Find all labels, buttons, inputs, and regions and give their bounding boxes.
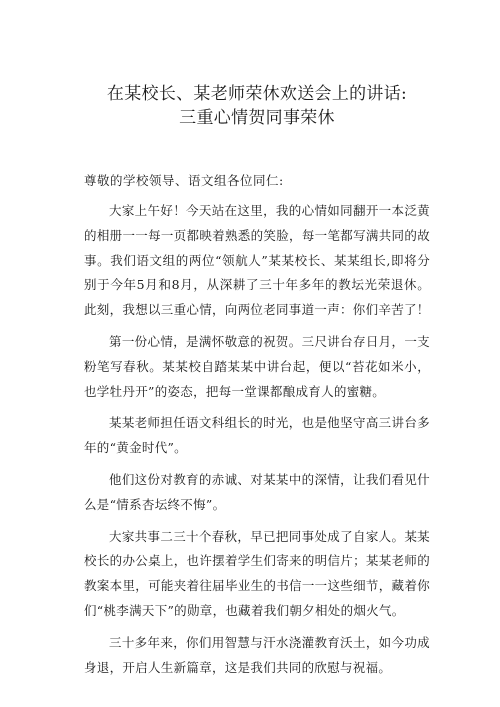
- title-line-2: 三重心情贺同事荣休: [179, 108, 335, 128]
- paragraph-first-feeling: 第一份心情，是满怀敬意的祝贺。三尺讲台存日月，一支粉笔写春秋。某某校自踏某某中讲台起，便以“苔花如米小，也学牡丹开”的姿态，把每一堂课都酿成育人的蜜糖。: [84, 333, 430, 399]
- paragraph-team-leader: 某某老师担任语文科组长的时光，也是他坚守高三讲台多年的“黄金时代”。: [84, 415, 430, 456]
- document-title: [84, 82, 430, 130]
- paragraph-devotion: 他们这份对教育的赤诚、对某某中的深情，让我们看见什么是“情系杏坛终不悔”。: [84, 471, 430, 512]
- salutation: 尊敬的学校领导、语文组各位同仁:: [84, 173, 284, 188]
- paragraph-greeting: 大家上午好！今天站在这里，我的心情如同翻开一本泛黄的相册一一每一页都映着熟悉的笑脸，每一笔都写满共同的故事。我们语文组的两位“领航人”某某校长、某某组长,即将分别于今年5月和8月，从深耕了三十年多年的教坛光荣退休。此刻，我想以三重心情，向两位老同事道一声：你们辛苦了！: [84, 203, 430, 318]
- paragraph-colleagues: 大家共事二三十个春秋，早已把同事处成了自家人。某某校长的办公桌上，也许摆着学生们寄来的明信片；某某老师的教案本里，可能夹着往届毕业生的书信一一这些细节，藏着你们“桃李满天下”的勋章，也藏着我们朝夕相处的烟火气。: [84, 528, 430, 618]
- paragraph-blessing: 三十多年来，你们用智慧与汗水浇灌教育沃土，如今功成身退，开启人生新篇章，这是我们共同的欣慰与祝福。: [84, 634, 430, 675]
- title-line-1: 在某校长、某老师荣休欢送会上的讲话:: [106, 84, 408, 104]
